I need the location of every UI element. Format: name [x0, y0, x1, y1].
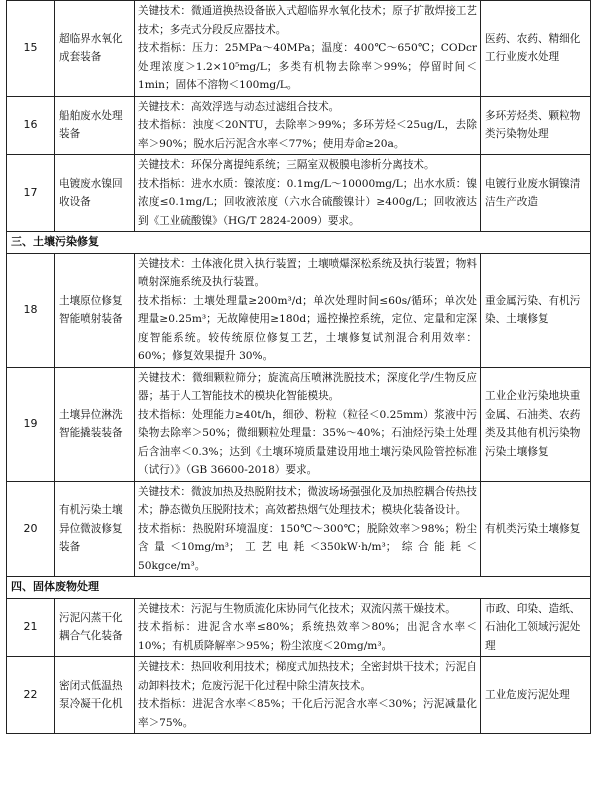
tech-description — [135, 657, 481, 734]
key-technology: 关键技术：环保分离提纯系统；三隔室双极膜电渗析分离技术。 — [138, 159, 435, 171]
row-number: 20 — [7, 481, 55, 577]
tech-indicators: 技术指标：压力：25MPa～40MPa；温度：400℃～650℃；CODcr处理浓度＞1.2×10⁵mg/L；多类有机物去除率＞99%；停留时间＜1min；固体不溶物＜100mg/L。 — [138, 42, 477, 91]
row-number: 18 — [7, 253, 55, 367]
equipment-name: 土壤原位修复智能喷射装备 — [55, 253, 135, 367]
tech-indicators: 技术指标：热脱附环境温度：150℃～300℃；脱除效率＞98%；粉尘含量＜10mg/m³；工艺电耗＜350kW·h/m³；综合能耗＜50kgce/m³。 — [138, 522, 477, 572]
tech-description — [135, 598, 481, 657]
table-row — [7, 657, 591, 734]
tech-indicators: 技术指标：进泥含水率≤80%；系统热效率＞80%；出泥含水率＜10%；有机质降解率＞95%；粉尘浓度＜20mg/m³。 — [138, 621, 477, 652]
table-row — [7, 96, 591, 155]
application-field: 医药、农药、精细化工行业废水处理 — [481, 1, 591, 97]
table-row — [7, 481, 591, 577]
application-field: 工业危废污泥处理 — [481, 657, 591, 734]
row-number: 16 — [7, 96, 55, 155]
equipment-name: 污泥闪蒸干化耦合气化装备 — [55, 598, 135, 657]
equipment-catalog-table — [6, 0, 591, 734]
table-row — [7, 253, 591, 367]
tech-description — [135, 155, 481, 232]
section-header-row — [7, 577, 591, 599]
application-field: 市政、印染、造纸、石油化工领域污泥处理 — [481, 598, 591, 657]
section-title: 三、土壤污染修复 — [7, 232, 591, 254]
tech-description — [135, 481, 481, 577]
row-number: 17 — [7, 155, 55, 232]
row-number: 22 — [7, 657, 55, 734]
key-technology: 关键技术：微细颗粒筛分；旋流高压喷淋洗脱技术；深度化学/生物反应器；基于人工智能技术的模块化智能模块。 — [138, 371, 477, 402]
application-field: 多环芳烃类、颗粒物类污染物处理 — [481, 96, 591, 155]
application-field: 重金属污染、有机污染、土壤修复 — [481, 253, 591, 367]
application-field: 工业企业污染地块重金属、石油类、农药类及其他有机污染物污染土壤修复 — [481, 367, 591, 481]
table-row — [7, 598, 591, 657]
equipment-name: 超临界水氧化成套装备 — [55, 1, 135, 97]
application-field: 有机类污染土壤修复 — [481, 481, 591, 577]
table-row — [7, 1, 591, 97]
tech-indicators: 技术指标：土壤处理量≥200m³/d；单次处理时间≤60s/循环；单次处理量≥0.25m³；无故障使用≥180d；遥控操控系统，定位、定量和定深度智能系统。较传统原位修复工艺，土壤修复试剂混合利用效率：60%；修复效果提升 30%。 — [138, 294, 477, 362]
table-row — [7, 367, 591, 481]
key-technology: 关键技术：微波加热及热脱附技术；微波场场强强化及加热腔耦合传热技术；静态微负压脱附技术；高效蓄热烟气处理技术；模块化装备设计。 — [138, 485, 477, 516]
tech-description — [135, 1, 481, 97]
tech-indicators: 技术指标：进水水质：镍浓度：0.1mg/L～10000mg/L；出水水质：镍浓度≤0.1mg/L；回收液浓度（六水合硫酸镍计）≥400g/L；回收液达到《工业硫酸镍》（HG/T 2824-2009）要求。 — [138, 177, 477, 227]
tech-indicators: 技术指标：处理能力≥40t/h，细砂、粉粒（粒径＜0.25mm）浆液中污染物去除率＞50%；微细颗粒处理量：35%～40%；石油烃污染土处理后含油率＜0.3%；达到《土壤环境质量建设用地土壤污染风险管控标准（试行）》（GB 36600-2018）要求。 — [138, 408, 477, 476]
key-technology: 关键技术：土体液化贯入执行装置；土壤喷爆深松系统及执行装置；物料喷射深施系统及执行装置。 — [138, 257, 477, 288]
key-technology: 关键技术：高效浮选与动态过滤组合技术。 — [138, 100, 340, 113]
equipment-name: 船舶废水处理装备 — [55, 96, 135, 155]
table-row — [7, 155, 591, 232]
equipment-name: 电镀废水镍回收设备 — [55, 155, 135, 232]
tech-description — [135, 253, 481, 367]
key-technology: 关键技术：微通道换热设备嵌入式超临界水氧化技术；原子扩散焊接工艺技术；多壳式分段反应器技术。 — [138, 5, 477, 36]
row-number: 15 — [7, 1, 55, 97]
table-body — [7, 1, 591, 734]
row-number: 19 — [7, 367, 55, 481]
row-number: 21 — [7, 598, 55, 657]
tech-indicators: 技术指标：进泥含水率＜85%；干化后污泥含水率＜30%；污泥减量化率＞75%。 — [138, 698, 477, 729]
application-field: 电镀行业废水铜镍清洁生产改造 — [481, 155, 591, 232]
key-technology: 关键技术：热回收利用技术；梯度式加热技术；全密封烘干技术；污泥自动卸料技术；危废污泥干化过程中除尘清灰技术。 — [138, 661, 477, 692]
equipment-name: 土壤异位淋洗智能撬装装备 — [55, 367, 135, 481]
key-technology: 关键技术：污泥与生物质流化床协同气化技术；双流闪蒸干燥技术。 — [138, 602, 456, 615]
tech-description — [135, 367, 481, 481]
section-header-row — [7, 232, 591, 254]
section-title: 四、固体废物处理 — [7, 577, 591, 599]
equipment-name: 有机污染土壤异位微波修复装备 — [55, 481, 135, 577]
tech-description — [135, 96, 481, 155]
document-page — [6, 0, 590, 799]
equipment-name: 密闭式低温热泵冷凝干化机 — [55, 657, 135, 734]
tech-indicators: 技术指标：浊度＜20NTU，去除率＞99%；多环芳烃＜25ug/L，去除率＞90%；脱水后污泥含水率＜77%；使用寿命≥20a。 — [138, 119, 477, 150]
